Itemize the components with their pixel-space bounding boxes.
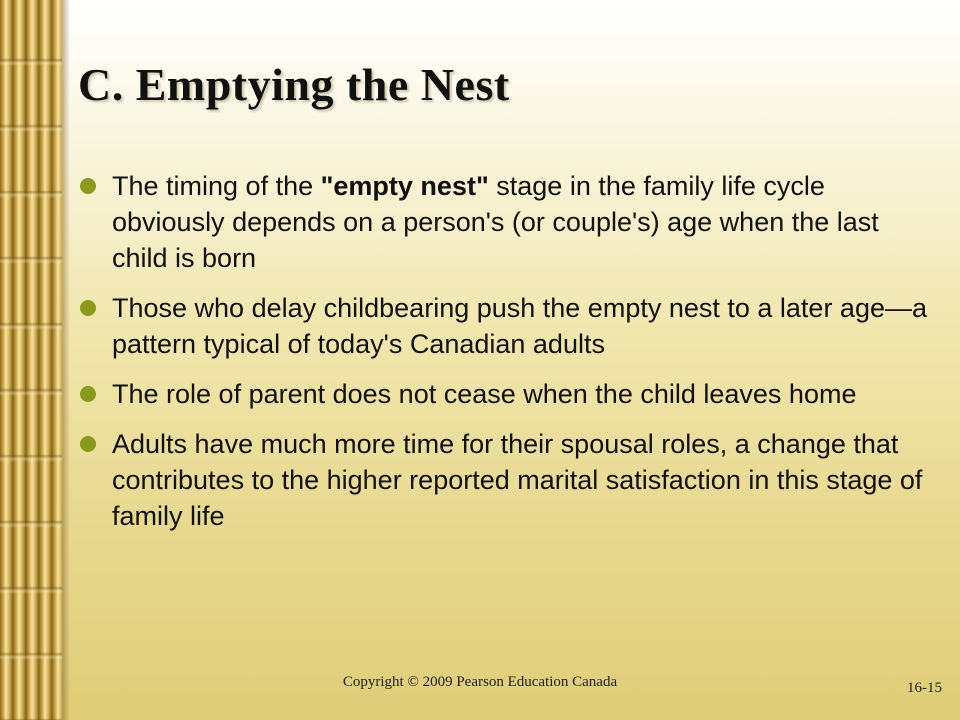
bullet-emphasis: "empty nest" (320, 171, 489, 201)
bullet-text-part: stage in the family life cycle obviously depends on a person's (or couple's) age when the last child is born (112, 171, 879, 273)
bullet-item (78, 168, 938, 276)
bullet-text (112, 171, 879, 273)
bullet-item (78, 290, 938, 362)
bullet-list (78, 168, 938, 548)
bullet-dot-icon (80, 436, 96, 452)
decorative-left-border (0, 0, 62, 720)
page-number: 16-15 (907, 680, 942, 696)
bullet-dot-icon (80, 178, 96, 194)
bullet-text: Adults have much more time for their spousal roles, a change that contributes to the higher reported marital satisfaction in this stage of family life (112, 429, 923, 531)
bullet-item (78, 376, 938, 412)
copyright-footer: Copyright © 2009 Pearson Education Canada (342, 674, 618, 690)
bullet-text: Those who delay childbearing push the empty nest to a later age—a pattern typical of today's Canadian adults (112, 293, 927, 359)
bullet-item (78, 426, 938, 534)
bullet-dot-icon (80, 386, 96, 402)
bullet-text-part: The timing of the (112, 171, 321, 201)
slide-title: C. Emptying the Nest (78, 59, 510, 110)
bullet-text: The role of parent does not cease when the child leaves home (112, 379, 857, 409)
bullet-dot-icon (80, 300, 96, 316)
